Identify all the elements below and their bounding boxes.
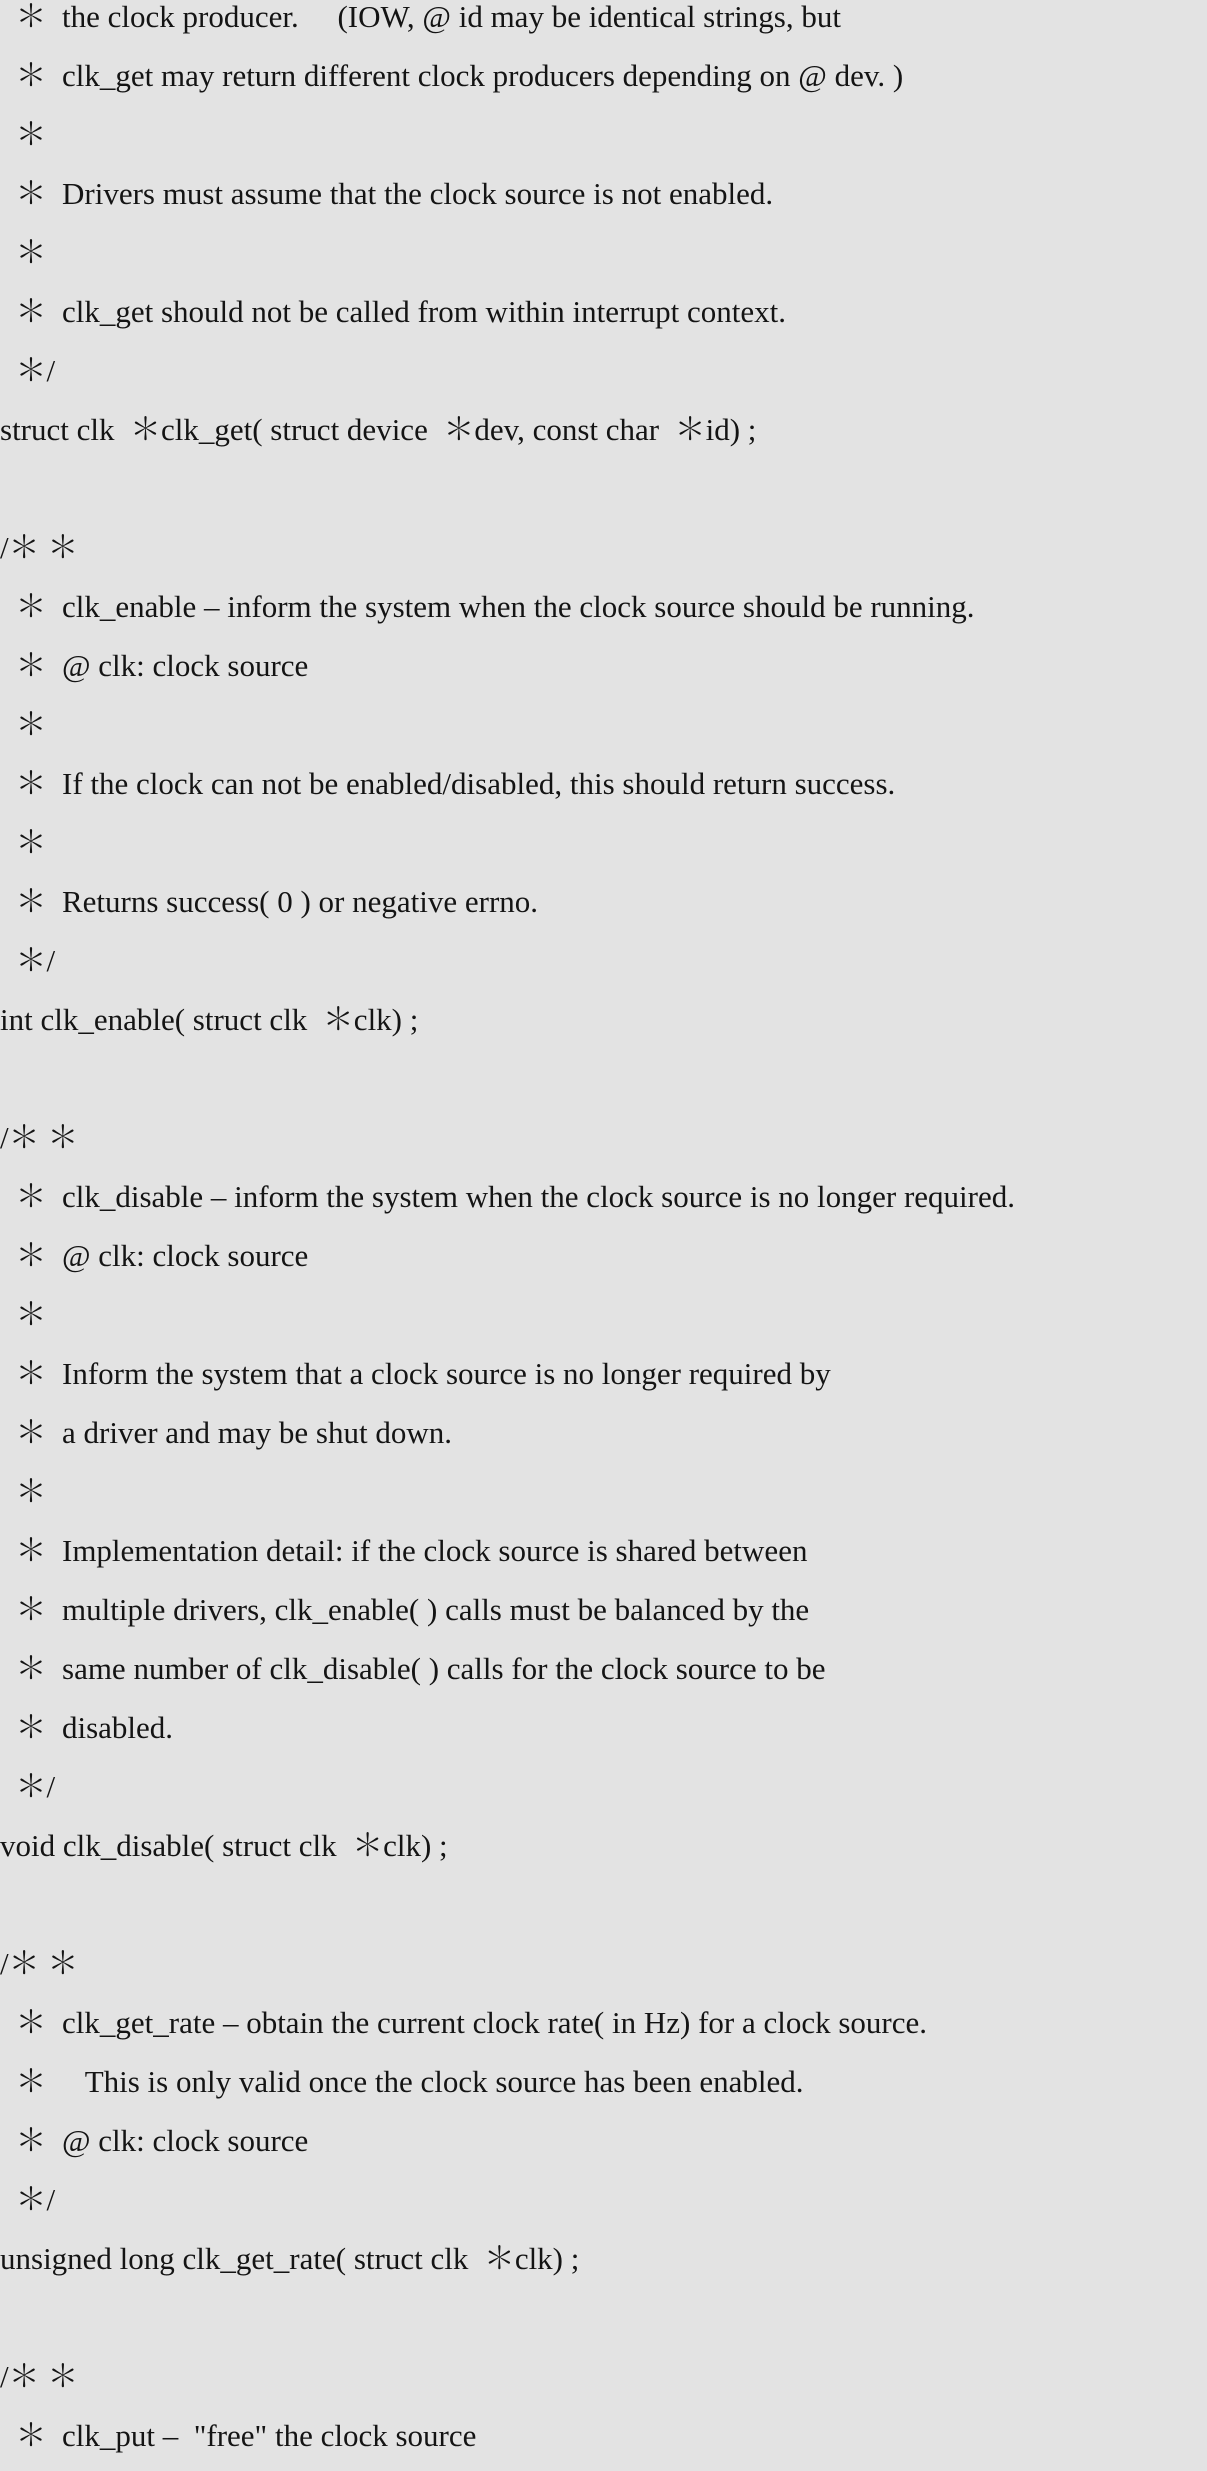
code-line: ＊ Implementation detail: if the clock source is shared between [0,1533,808,1568]
code-line: ＊/ [0,353,56,388]
code-line: ＊ clk_put – "free" the clock source [0,2418,477,2453]
code-line: ＊ @ clk: clock source [0,1238,309,1273]
code-line: /＊ ＊ [0,1120,79,1155]
code-line: ＊ multiple drivers, clk_enable( ) calls must be balanced by the [0,1592,810,1627]
code-line: ＊ @ clk: clock source [0,2123,309,2158]
code-line: ＊ [0,117,47,152]
code-line: ＊/ [0,943,56,978]
code-line: ＊ same number of clk_disable( ) calls for the clock source to be [0,1651,826,1686]
code-line: void clk_disable( struct clk ＊clk) ; [0,1828,448,1863]
code-line: ＊ clk_get may return different clock producers depending on @ dev. ) [0,58,904,93]
code-line: /＊ ＊ [0,530,79,565]
code-line: ＊ disabled. [0,1710,174,1745]
code-line: struct clk ＊clk_get( struct device ＊dev, const char ＊id) ; [0,412,757,447]
code-line: ＊ This is only valid once the clock source has been enabled. [0,2064,804,2099]
code-line: ＊ If the clock can not be enabled/disabled, this should return success. [0,766,896,801]
code-line: ＊ [0,1297,47,1332]
code-line: ＊/ [0,1769,56,1804]
code-line: ＊ Inform the system that a clock source is no longer required by [0,1356,831,1391]
code-line: unsigned long clk_get_rate( struct clk ＊clk) ; [0,2241,580,2276]
code-line: ＊ [0,235,47,270]
code-line: ＊ [0,825,47,860]
code-line: ＊ [0,1474,47,1509]
code-line: ＊ clk_enable – inform the system when the clock source should be running. [0,589,975,624]
code-line: ＊ Drivers must assume that the clock source is not enabled. [0,176,774,211]
code-line: ＊ [0,707,47,742]
code-line: int clk_enable( struct clk ＊clk) ; [0,1002,419,1037]
code-line: ＊/ [0,2182,56,2217]
code-line: /＊ ＊ [0,2359,79,2394]
code-line: ＊ a driver and may be shut down. [0,1415,452,1450]
code-line: ＊ Returns success( 0 ) or negative errno. [0,884,539,919]
code-line: ＊ clk_get_rate – obtain the current clock rate( in Hz) for a clock source. [0,2005,928,2040]
code-line: ＊ @ clk: clock source [0,648,309,683]
code-line: ＊ clk_disable – inform the system when the clock source is no longer required. [0,1179,1015,1214]
code-line: ＊ the clock producer. (IOW, @ id may be identical strings, but [0,0,841,34]
code-line: /＊ ＊ [0,1946,79,1981]
code-line: ＊ clk_get should not be called from within interrupt context. [0,294,787,329]
